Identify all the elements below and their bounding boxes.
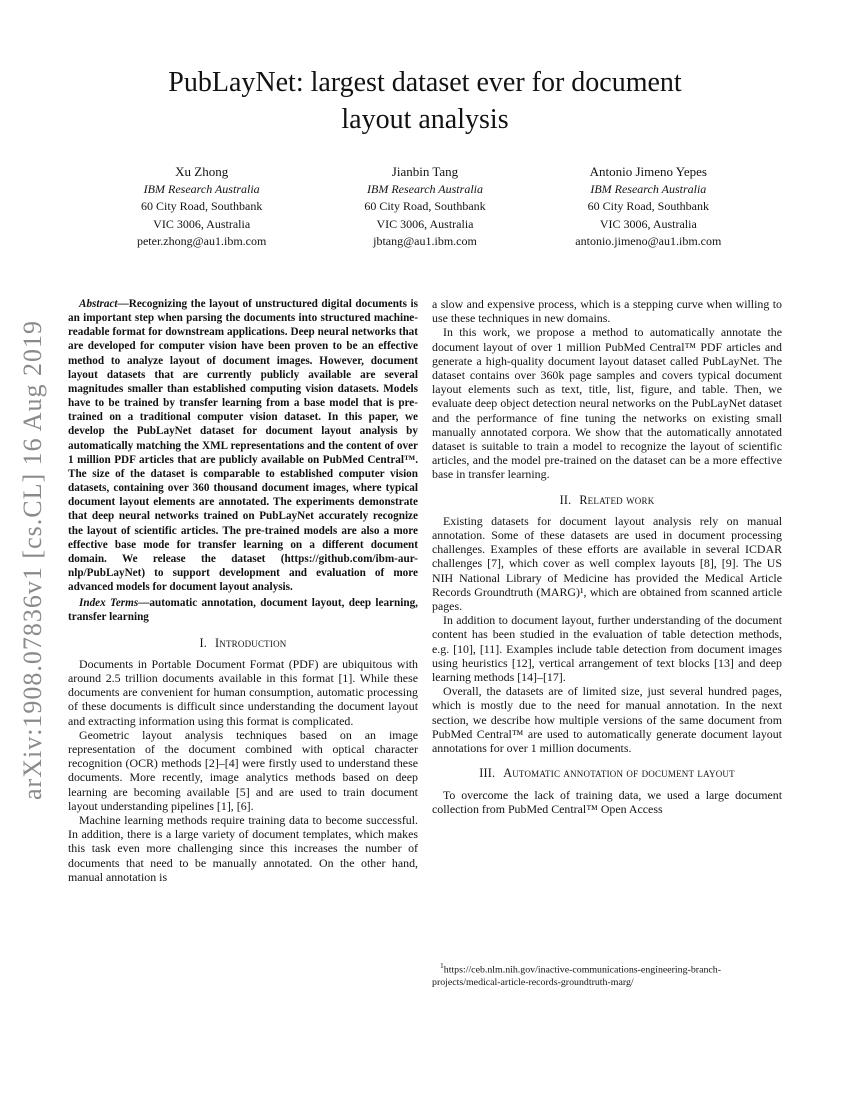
author-block	[90, 163, 760, 251]
intro-paragraph-2: Geometric layout analysis techniques based on an image representation of the document combined with optical character recognition (OCR) methods [2]–[4] were firstly used to understand these documents. More recently, image analytics methods based on deep learning are becoming available [5] and are used to train document layout understanding pipelines [1], [6].	[68, 727, 418, 813]
footnote-marker: 1	[440, 961, 444, 970]
author-address-line2: VIC 3006, Australia	[153, 216, 251, 231]
index-terms-text: —automatic annotation, document layout, deep learning, transfer learning	[68, 597, 418, 624]
automatic-annotation-paragraph-1: To overcome the lack of training data, we used a large document collection from PubMed Central™ Open Access	[432, 787, 782, 816]
paper-title-line1: PubLayNet: largest dataset ever for document	[168, 67, 682, 98]
body-columns	[68, 297, 782, 997]
author-2	[313, 163, 536, 251]
related-work-paragraph-1: Existing datasets for document layout analysis rely on manual annotation. Some of these datasets are used in document processing challenges. Examples of these efforts are available in several ICDAR challenges [7], which cover as well complex layouts [8], [9]. The US NIH National Library of Medicine has provided the Medical Article Records Groundtruth (MARG)¹, which are obtained from scanned article pages.	[432, 513, 782, 614]
section-title: Introduction	[215, 635, 287, 650]
index-terms-label: Index Terms	[79, 597, 139, 610]
abstract-text: —Recognizing the layout of unstructured digital documents is an important step when parsing the documents into structured machine-readable format for downstream applications. Deep neural networks that are developed for computer vision have been proven to be an effective method to analyze layout of document images. However, document layout datasets that are currently publicly available are several magnitudes smaller than established computing vision datasets. Models have to be trained by transfer learning from a base model that is pre-trained on a traditional computer vision dataset. In this paper, we develop the PubLayNet dataset for document layout analysis by automatically matching the XML representations and the content of over 1 million PDF articles that are publicly available on PubMed Central™. The size of the dataset is comparable to established computer vision datasets, containing over 360 thousand document images, where typical document layout elements are annotated. The experiments demonstrate that deep neural networks trained on PubLayNet accurately recognize the layout of scientific articles. The pre-trained models are also a more effective base mode for transfer learning on a different document domain. We release the dataset (https://github.com/ibm-aur-nlp/PubLayNet) to support development and evaluation of more advanced models for document layout analysis.	[68, 298, 418, 594]
intro-paragraph-3-continued: a slow and expensive process, which is a stepping curve when willing to use these techniques in new domains.	[432, 297, 782, 326]
author-name: Antonio Jimeno Yepes	[589, 164, 707, 179]
intro-paragraph-1: Documents in Portable Document Format (PDF) are ubiquitous with around 2.5 trillion documents available in this format [1]. While these documents are convenient for human consumption, automatic processing of these documents is difficult since understanding the document layout and extracting information using this format is complicated.	[68, 656, 418, 728]
related-work-paragraph-3: Overall, the datasets are of limited size, just several hundred pages, which is mostly due to the need for manual annotation. In the next section, we describe how multiple versions of the same document from PubMed Central™ are used to automatically generate document layout annotations for over 1 million documents.	[432, 684, 782, 756]
section-heading-related-work	[432, 493, 782, 507]
index-terms-paragraph	[68, 596, 418, 624]
author-3	[537, 163, 760, 251]
author-address-line2: VIC 3006, Australia	[599, 216, 697, 231]
author-name: Xu Zhong	[175, 164, 229, 179]
right-column	[432, 297, 782, 997]
section-number: III.	[479, 766, 496, 781]
author-email: antonio.jimeno@au1.ibm.com	[575, 234, 722, 248]
paper-title	[0, 64, 850, 138]
section-heading-introduction	[68, 636, 418, 650]
section-number: II.	[559, 492, 572, 507]
abstract-paragraph	[68, 297, 418, 594]
section-number: I.	[199, 635, 208, 650]
left-column	[68, 297, 418, 997]
author-affiliation: IBM Research Australia	[143, 181, 260, 196]
author-affiliation: IBM Research Australia	[590, 181, 707, 196]
section-title: Automatic annotation of document layout	[503, 766, 735, 781]
abstract-label: Abstract	[79, 298, 118, 310]
arxiv-watermark: arXiv:1908.07836v1 [cs.CL] 16 Aug 2019	[18, 320, 47, 800]
author-address-line1: 60 City Road, Southbank	[364, 199, 486, 213]
author-address-line2: VIC 3006, Australia	[376, 216, 474, 231]
footnote	[432, 960, 782, 989]
intro-paragraph-3: Machine learning methods require training data to become successful. In addition, there is a large variety of document templates, which makes this task even more challenging since this increases the number of documents that need to be manually annotated. On the other hand, manual annotation is	[68, 813, 418, 884]
section-title: Related work	[579, 492, 655, 507]
related-work-paragraph-2: In addition to document layout, further understanding of the document content has been studied in the evaluation of table detection methods, e.g. [10], [11]. Examples include table detection from document images using heuristics [12], vertical arrangement of text blocks [13] and deep learning methods [14]–[17].	[432, 613, 782, 685]
author-email: peter.zhong@au1.ibm.com	[136, 234, 267, 248]
section-heading-automatic-annotation	[432, 766, 782, 780]
author-name: Jianbin Tang	[391, 164, 459, 179]
author-affiliation: IBM Research Australia	[367, 181, 483, 196]
author-email: jbtang@au1.ibm.com	[373, 234, 477, 248]
footnote-url: https://ceb.nlm.nih.gov/inactive-communications-engineering-branch-projects/medical-article-records-groundtruth-marg/	[432, 964, 721, 988]
paper-title-line2: layout analysis	[341, 104, 509, 135]
author-address-line1: 60 City Road, Southbank	[140, 199, 263, 213]
author-address-line1: 60 City Road, Southbank	[587, 199, 709, 213]
author-1	[90, 163, 313, 251]
intro-paragraph-4: In this work, we propose a method to automatically annotate the document layout of over 1 million PubMed Central™ PDF articles and generate a high-quality document layout dataset called PubLayNet. The dataset contains over 360k page samples and covers typical document layout elements such as text, title, list, figure, and table. Then, we evaluate deep object detection neural networks on the PubLayNet dataset and the performance of fine tuning the networks on existing small manually annotated corpora. We show that the automatically annotated dataset is suitable to train a model to recognize the layout of scientific articles, and the model pre-trained on the dataset can be a more effective base in transfer learning.	[432, 325, 782, 482]
